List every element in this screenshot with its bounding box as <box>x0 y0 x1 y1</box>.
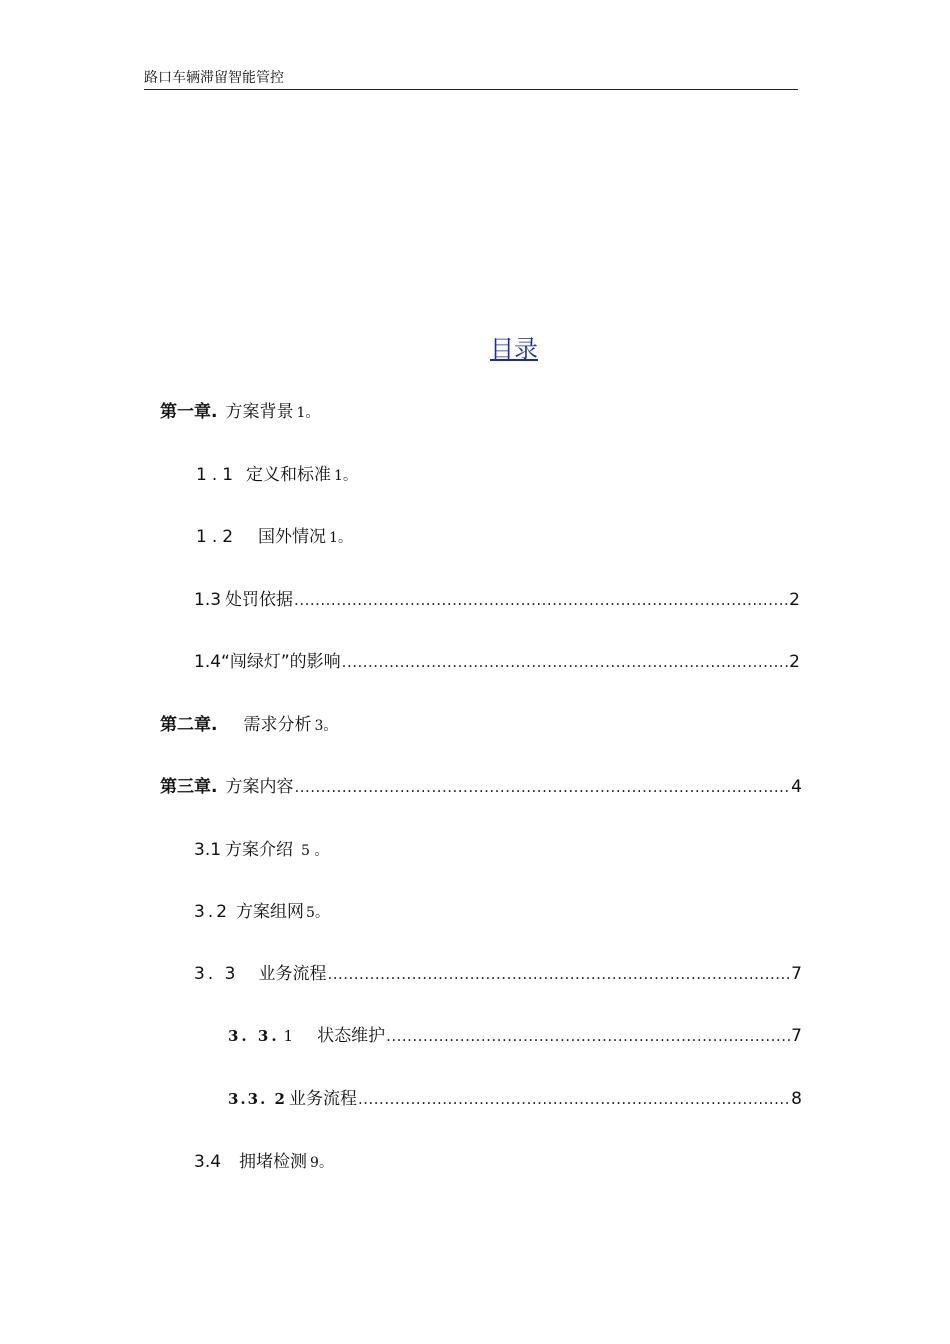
toc-entry-number: 1.4 <box>194 652 222 672</box>
toc-entry-title: 国外情况 <box>258 527 327 547</box>
toc-dot-leader <box>294 588 788 612</box>
toc-entry-page: 5 。 <box>301 843 329 859</box>
toc-entry-title: 方案介绍 <box>225 840 294 860</box>
toc-entry-3-1[interactable] <box>194 838 328 862</box>
toc-entry-chapter-3[interactable] <box>160 775 802 799</box>
toc-entry-number: 3.2 <box>194 902 231 922</box>
toc-entry-page: 2 <box>789 590 800 610</box>
toc-entry-page: 8 <box>791 1089 802 1109</box>
toc-title[interactable]: 目录 <box>490 335 538 363</box>
toc-entry-chapter-2[interactable] <box>160 713 337 737</box>
toc-entry-page: 4 <box>791 777 802 797</box>
toc-entry-number: 3.1 <box>194 840 222 860</box>
toc-entry-3-3-2[interactable] <box>228 1087 802 1111</box>
toc-entry-title: 业务流程 <box>288 1089 357 1109</box>
toc-entry-page: 1。 <box>296 405 320 421</box>
toc-entry-page: 1。 <box>329 530 352 546</box>
toc-entry-number: 1.3 <box>194 590 222 610</box>
toc-dot-leader <box>294 775 790 799</box>
toc-entry-title: 处罚依据 <box>225 590 294 610</box>
toc-entry-title: 业务流程 <box>258 964 327 984</box>
toc-entry-number-suffix: 1 <box>283 1027 294 1045</box>
toc-entry-title: “闯绿灯”的影响 <box>221 652 341 672</box>
toc-entry-number: 3.3. 2 <box>228 1090 287 1108</box>
toc-entry-title: 需求分析 <box>243 715 312 735</box>
toc-entry-page: 5。 <box>306 905 329 921</box>
toc-entry-number: 3. 3 <box>194 964 239 984</box>
toc-entry-page: 9。 <box>310 1155 333 1171</box>
toc-entry-3-2[interactable] <box>194 900 329 924</box>
toc-entry-title: 方案组网 <box>236 902 305 922</box>
toc-entry-3-4[interactable] <box>194 1150 333 1174</box>
toc-entry-title: 方案背景 <box>225 402 294 422</box>
toc-entry-number: 第一章. <box>160 402 218 422</box>
toc-dot-leader <box>342 650 789 674</box>
toc-entry-number: 3.4 <box>194 1152 222 1172</box>
toc-dot-leader <box>327 962 790 986</box>
toc-entry-1-3[interactable] <box>194 588 800 612</box>
toc-entry-page: 7 <box>791 1026 802 1046</box>
toc-entry-3-3-1[interactable] <box>228 1024 802 1048</box>
toc-dot-leader <box>386 1024 790 1048</box>
toc-entry-page: 3。 <box>314 718 338 734</box>
toc-dot-leader <box>358 1087 790 1111</box>
toc-entry-chapter-1[interactable] <box>160 400 319 424</box>
toc-entry-page: 7 <box>791 964 802 984</box>
toc-entry-number: 1.1 <box>196 465 239 485</box>
toc-entry-page: 1。 <box>334 468 357 484</box>
toc-entry-1-2[interactable] <box>196 525 352 549</box>
toc-entry-title: 方案内容 <box>225 777 294 797</box>
toc-entry-1-1[interactable] <box>196 463 357 487</box>
toc-entry-number: 第三章. <box>160 777 218 797</box>
toc-entry-number: 1.2 <box>196 527 239 547</box>
toc-entry-page: 2 <box>789 652 800 672</box>
toc-entry-title: 拥堵检测 <box>239 1152 308 1172</box>
toc-entry-title: 状态维护 <box>317 1026 386 1046</box>
toc-entry-number: 3. 3. <box>228 1027 280 1045</box>
toc-entry-1-4[interactable] <box>194 650 800 674</box>
toc-entry-number: 第二章. <box>160 715 218 735</box>
toc-entry-title: 定义和标准 <box>246 465 332 485</box>
page-header: 路口车辆滞留智能管控 <box>144 68 798 90</box>
toc-entry-3-3[interactable] <box>194 962 802 986</box>
